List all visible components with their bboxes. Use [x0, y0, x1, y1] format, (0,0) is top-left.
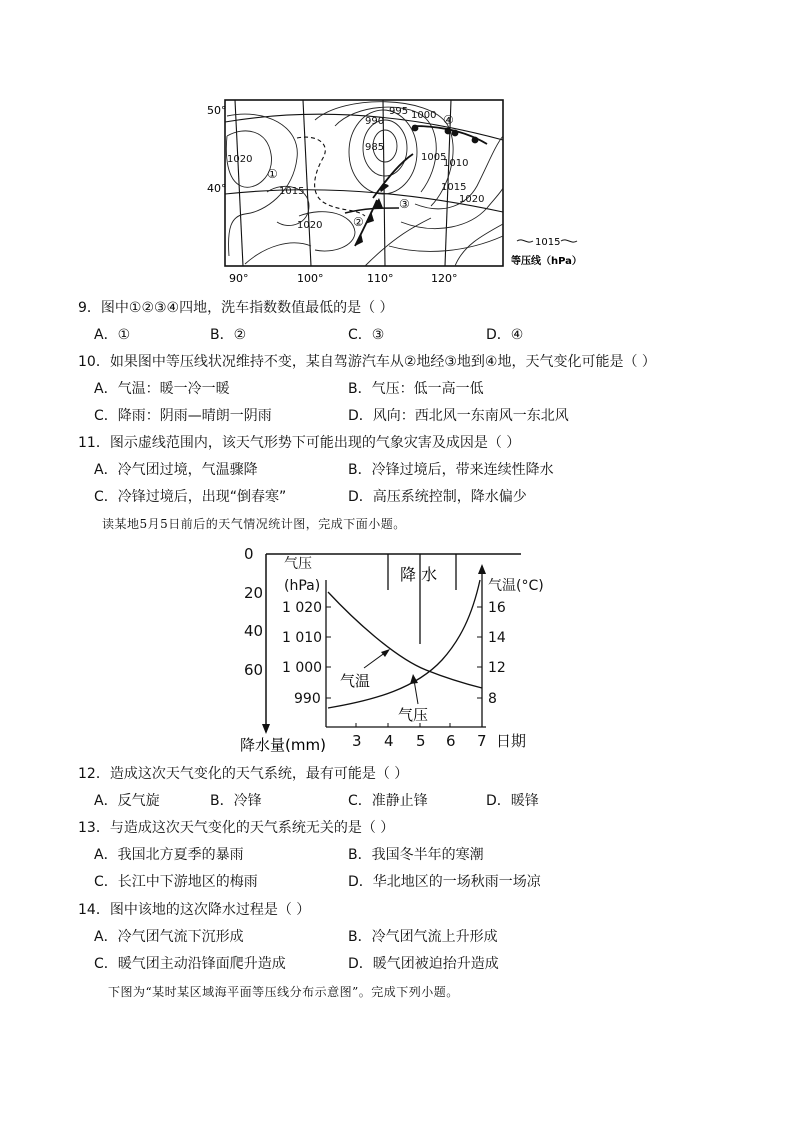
question-11-stem: 11．图示虚线范围内，该天气形势下可能出现的气象灾害及成因是（ ） [78, 435, 521, 451]
isobar-label: 990 [365, 116, 385, 127]
lon-label-120: 120° [431, 272, 458, 285]
isobar-map [205, 96, 600, 288]
q14-option-d[interactable]: D．暖气团被迫抬升造成 [348, 956, 499, 972]
q9-option-c[interactable]: C．③ [348, 327, 385, 343]
legend-isobar-icon [517, 240, 533, 242]
temp-tick-16: 16 [488, 600, 506, 616]
q13-option-c[interactable]: C．长江中下游地区的梅雨 [94, 874, 258, 890]
isobar-label: 1020 [227, 154, 253, 165]
rain-label: 降 水 [400, 565, 438, 584]
q10-option-c[interactable]: C．降雨：阴雨—晴朗一阴雨 [94, 408, 272, 424]
precip-tick-0: 0 [244, 545, 254, 563]
isobar-label: 1010 [443, 158, 469, 169]
point-label-1: ① [267, 167, 278, 181]
pressure-pointer [414, 680, 418, 704]
q9-option-b[interactable]: B．② [210, 327, 247, 343]
lon-label-90: 90° [229, 272, 249, 285]
weather-chart [236, 540, 566, 755]
question-10-stem: 10．如果图中等压线状况维持不变，某自驾游汽车从②地经③地到④地，天气变化可能是（ ） [78, 354, 656, 370]
q9-option-a[interactable]: A．① [94, 327, 131, 343]
precip-axis-title: 降水量(mm) [240, 736, 326, 754]
question-9-stem: 9．图中①②③④四地，洗车指数数值最低的是（ ） [78, 300, 394, 316]
x-tick-5: 5 [416, 732, 426, 750]
temp-tick-14: 14 [488, 630, 506, 646]
question-12-stem: 12．造成这次天气变化的天气系统，最有可能是（ ） [78, 766, 409, 782]
pressure-axis-title: 气压 [284, 556, 312, 572]
q13-option-b[interactable]: B．我国冬半年的寒潮 [348, 847, 484, 863]
lat-label-50: 50° [207, 104, 227, 117]
precip-tick-40: 40 [244, 622, 264, 640]
q14-option-b[interactable]: B．冷气团气流上升形成 [348, 929, 498, 945]
point-label-4: ④ [443, 113, 454, 127]
isobar-label: 1015 [441, 182, 467, 193]
point-label-3: ③ [399, 197, 410, 211]
question-13-stem: 13．与造成这次天气变化的天气系统无关的是（ ） [78, 820, 395, 836]
precip-axis-arrow-icon [262, 724, 270, 734]
q11-option-b[interactable]: B．冷锋过境后，带来连续性降水 [348, 462, 554, 478]
lat-label-40: 40° [207, 182, 227, 195]
isobar-label: 1005 [421, 152, 447, 163]
legend-isobar-icon-tail [561, 240, 577, 242]
temp-tick-8: 8 [488, 691, 497, 707]
legend-isobar-value: 1015 [535, 237, 561, 248]
intro-isobar-map: 下图为“某时某区域海平面等压线分布示意图”。完成下列小题。 [108, 985, 459, 999]
point-label-2: ② [353, 215, 364, 229]
question-14-stem: 14．图中该地的这次降水过程是（ ） [78, 902, 311, 918]
q10-option-d[interactable]: D．风向：西北风一东南风一东北风 [348, 408, 569, 424]
temp-tick-12: 12 [488, 660, 506, 676]
q12-option-b[interactable]: B．冷锋 [210, 793, 262, 809]
temperature-pointer-arrow-icon [381, 649, 390, 657]
q11-option-c[interactable]: C．冷锋过境后，出现“倒春寒” [94, 489, 287, 505]
pressure-axis-unit: (hPa) [284, 578, 321, 594]
x-tick-6: 6 [446, 732, 456, 750]
x-tick-4: 4 [384, 732, 394, 750]
pressure-tick-1000: 1 000 [282, 660, 323, 676]
x-axis-title: 日期 [496, 732, 527, 750]
isobar-label: 1015 [279, 186, 305, 197]
isobar-label: 1000 [411, 110, 437, 121]
q14-option-a[interactable]: A．冷气团气流下沉形成 [94, 929, 244, 945]
q9-option-d[interactable]: D．④ [486, 327, 524, 343]
temperature-curve-label: 气温 [340, 672, 371, 690]
q12-option-a[interactable]: A．反气旋 [94, 793, 160, 809]
x-tick-3: 3 [352, 732, 362, 750]
isobar-label: 995 [389, 106, 409, 117]
precip-tick-60: 60 [244, 661, 264, 679]
q12-option-c[interactable]: C．准静止锋 [348, 793, 428, 809]
q11-option-d[interactable]: D．高压系统控制，降水偏少 [348, 489, 527, 505]
temperature-pointer [364, 652, 386, 668]
pressure-tick-1010: 1 010 [282, 630, 323, 646]
x-tick-7: 7 [477, 732, 487, 750]
isobar-label: 985 [365, 142, 385, 153]
q11-option-a[interactable]: A．冷气团过境，气温骤降 [94, 462, 258, 478]
temp-axis-title: 气温(°C) [488, 578, 544, 594]
precip-tick-20: 20 [244, 584, 264, 602]
lon-label-100: 100° [297, 272, 324, 285]
q13-option-d[interactable]: D．华北地区的一场秋雨一场凉 [348, 874, 541, 890]
q10-option-a[interactable]: A．气温：暖一冷一暖 [94, 381, 230, 397]
pressure-tick-marks [326, 607, 331, 698]
q12-option-d[interactable]: D．暖锋 [486, 793, 539, 809]
q14-option-c[interactable]: C．暖气团主动沿锋面爬升造成 [94, 956, 286, 972]
temp-axis-arrow-icon [478, 564, 486, 574]
legend-label: 等压线（hPa） [511, 256, 582, 267]
pressure-tick-990: 990 [294, 691, 321, 707]
pressure-pointer-arrow-icon [410, 674, 418, 684]
lon-label-110: 110° [367, 272, 394, 285]
isobar-label: 1020 [297, 220, 323, 231]
warm-front-line [373, 154, 413, 198]
pressure-curve-label: 气压 [398, 706, 429, 724]
intro-weather-chart: 读某地5月5日前后的天气情况统计图，完成下面小题。 [102, 517, 406, 531]
temp-tick-marks [477, 607, 482, 698]
q13-option-a[interactable]: A．我国北方夏季的暴雨 [94, 847, 244, 863]
isobar-label: 1020 [459, 194, 485, 205]
q10-option-b[interactable]: B．气压：低一高一低 [348, 381, 484, 397]
pressure-tick-1020: 1 020 [282, 600, 323, 616]
